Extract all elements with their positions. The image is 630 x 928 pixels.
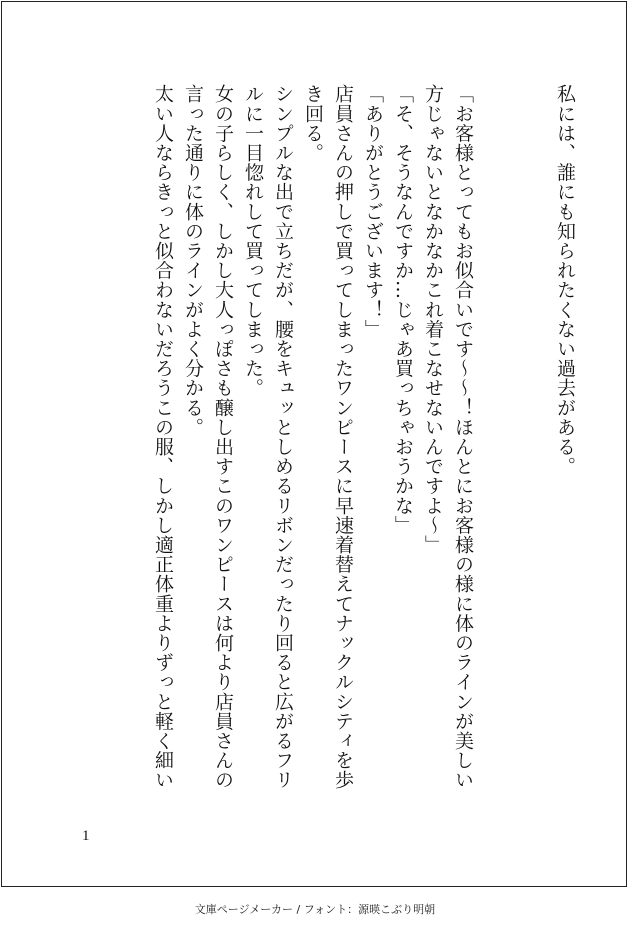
- text-line-4: 「そ、そうなんですか…じゃあ買っちゃおうかな」: [392, 84, 414, 535]
- text-line-9: ルに一目惚れして買ってしまった。: [242, 84, 264, 398]
- text-line-10: 女の子らしく、しかし大人っぽさも醸し出すこのワンピースは何より店員さんの: [212, 84, 234, 790]
- text-line-5: 「ありがとうございます！」: [362, 84, 384, 339]
- text-line-3: 方じゃないとなかなかこれ着こなせないんですよ～」: [422, 84, 444, 555]
- vertical-text-body: [148, 84, 580, 824]
- text-line-11: 言った通りに体のラインがよく分かる。: [182, 84, 204, 437]
- text-line-8: シンプルな出で立ちだが、腰をキュッとしめるリボンだったり回ると広がるフリ: [272, 84, 294, 790]
- page-frame: [1, 1, 627, 887]
- page-number: 1: [82, 828, 90, 844]
- text-line-6: 店員さんの押しで買ってしまったワンピースに早速着替えてナックルシティを歩: [332, 84, 354, 790]
- text-line-2: 「お客様とってもお似合いです～～！ほんとにお客様の様に体のラインが美しい: [452, 84, 474, 790]
- text-line-1: 私には、誰にも知られたくない過去がある。: [554, 84, 576, 476]
- text-line-7: き回る。: [302, 84, 324, 163]
- blank-line: [478, 84, 550, 824]
- text-line-12: 太い人ならきっと似合わないだろうこの服、しかし適正体重よりずっと軽く細い: [152, 84, 174, 790]
- footer-credit: 文庫ページメーカー / フォント：源暎こぶり明朝: [194, 903, 436, 916]
